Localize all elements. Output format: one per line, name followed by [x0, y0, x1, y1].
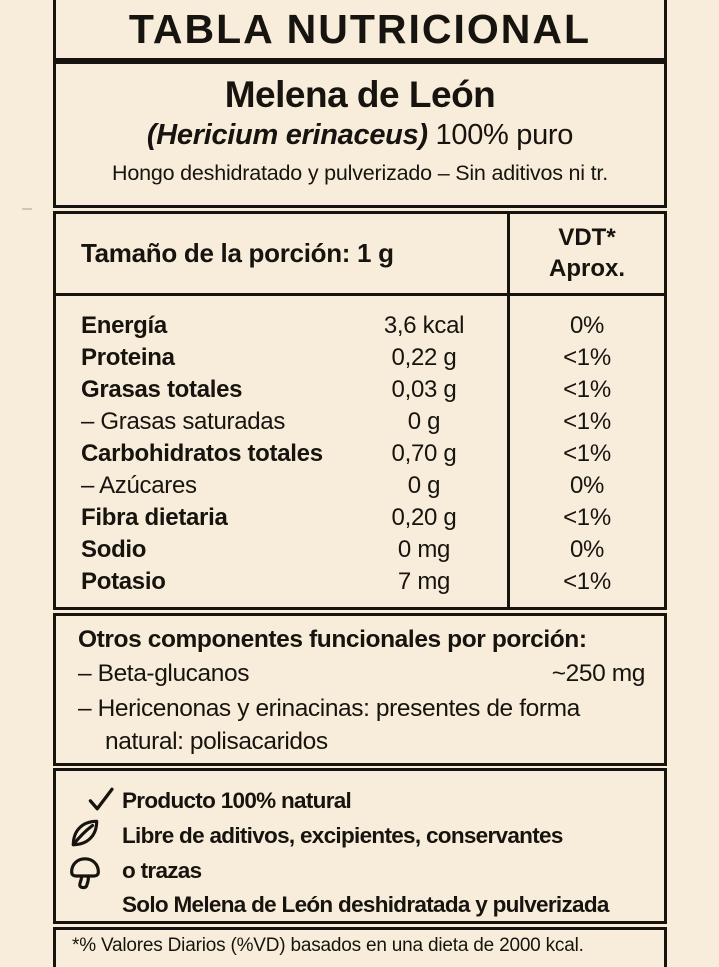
nutrient-amount: 3,6 kcal: [383, 312, 465, 339]
nutrient-row: [56, 534, 664, 566]
nutrient-vdt: <1%: [563, 344, 611, 371]
nutrient-row: [56, 406, 664, 438]
product-name: Melena de León: [224, 74, 496, 115]
nutrient-vdt: <1%: [563, 408, 611, 435]
nutrient-vdt: <1%: [563, 376, 611, 403]
nutrient-row: [56, 342, 664, 374]
nutrient-label: Potasio: [81, 568, 166, 595]
nutrient-row: [56, 310, 664, 342]
margin-smudge-artifact: [22, 208, 32, 210]
leaf-icon: [65, 813, 105, 853]
purity-text: 100% puro: [435, 119, 574, 151]
nutrient-label: – Grasas saturadas: [81, 408, 286, 435]
claim-only-melena: Solo Melena de León deshidratada y pulverizada: [122, 892, 609, 917]
claim-free-of-line2: o trazas: [122, 858, 202, 883]
nutrient-vdt: 0%: [569, 472, 605, 499]
beta-glucans-value: ~250 mg: [551, 660, 645, 687]
nutrient-label: Fibra dietaria: [81, 504, 228, 531]
nutrient-rows: [56, 296, 664, 598]
nutrient-amount: 0 mg: [397, 536, 451, 563]
nutrient-amount: 0 g: [407, 472, 441, 499]
product-scientific-line: [56, 117, 664, 153]
claim-natural: Producto 100% natural: [122, 788, 352, 813]
nutrient-row: [56, 470, 664, 502]
nutrient-amount: 7 mg: [397, 568, 451, 595]
nutrient-label: Proteina: [81, 344, 175, 371]
beta-glucans-label: – Beta-glucanos: [78, 660, 250, 687]
nutrient-vdt: <1%: [563, 440, 611, 467]
nutrient-label: Grasas totales: [81, 376, 243, 403]
functional-components-box: [53, 613, 667, 766]
nutrient-row: [56, 502, 664, 534]
product-box: [53, 61, 667, 208]
table-header-row: [56, 214, 664, 296]
serving-size-label: Tamaño de la porción: 1 g: [81, 238, 394, 268]
components-heading: Otros componentes funcionales por porción:: [78, 626, 587, 653]
hericenones-line1: – Hericenonas y erinacinas: presentes de forma: [78, 695, 580, 722]
nutrient-amount: 0,20 g: [391, 504, 457, 531]
nutrient-vdt: 0%: [569, 536, 605, 563]
nutrient-label: Energía: [81, 312, 167, 339]
vdt-column-header: [510, 222, 664, 284]
nutrient-row: [56, 438, 664, 470]
nutrient-vdt: <1%: [563, 568, 611, 595]
nutrient-amount: 0,70 g: [391, 440, 457, 467]
page-title: TABLA NUTRICIONAL: [128, 6, 592, 52]
vdt-header-line1: VDT*: [558, 224, 616, 251]
nutrient-row: [56, 566, 664, 598]
nutrient-amount: 0,22 g: [391, 344, 457, 371]
nutrient-amount: 0 g: [407, 408, 441, 435]
product-description: Hongo deshidratado y pulverizado – Sin aditivos ni tr.: [112, 161, 608, 185]
nutrient-label: – Azúcares: [81, 472, 197, 499]
claims-box: [53, 768, 667, 924]
beta-glucans-row: [78, 657, 645, 691]
daily-values-footnote: *% Valores Diarios (%VD) basados en una dieta de 2000 kcal.: [72, 935, 584, 956]
header-box: [53, 0, 667, 61]
nutrient-label: Carbohidratos totales: [81, 440, 323, 467]
nutrient-vdt: <1%: [563, 504, 611, 531]
nutrient-table-box: [53, 211, 667, 610]
footnote-box: [53, 927, 667, 967]
vdt-header-line2: Aprox.: [548, 255, 625, 282]
nutrient-row: [56, 374, 664, 406]
check-icon: [86, 784, 116, 814]
nutrient-vdt: 0%: [569, 312, 605, 339]
nutrient-amount: 0,03 g: [391, 376, 457, 403]
hericenones-line2: natural: polisacaridos: [105, 728, 328, 755]
nutrient-label: Sodio: [81, 536, 147, 563]
mushroom-icon: [65, 853, 105, 893]
claim-free-of-line1: Libre de aditivos, excipientes, conservantes: [122, 823, 563, 848]
scientific-name: (Hericium erinaceus): [146, 119, 428, 151]
